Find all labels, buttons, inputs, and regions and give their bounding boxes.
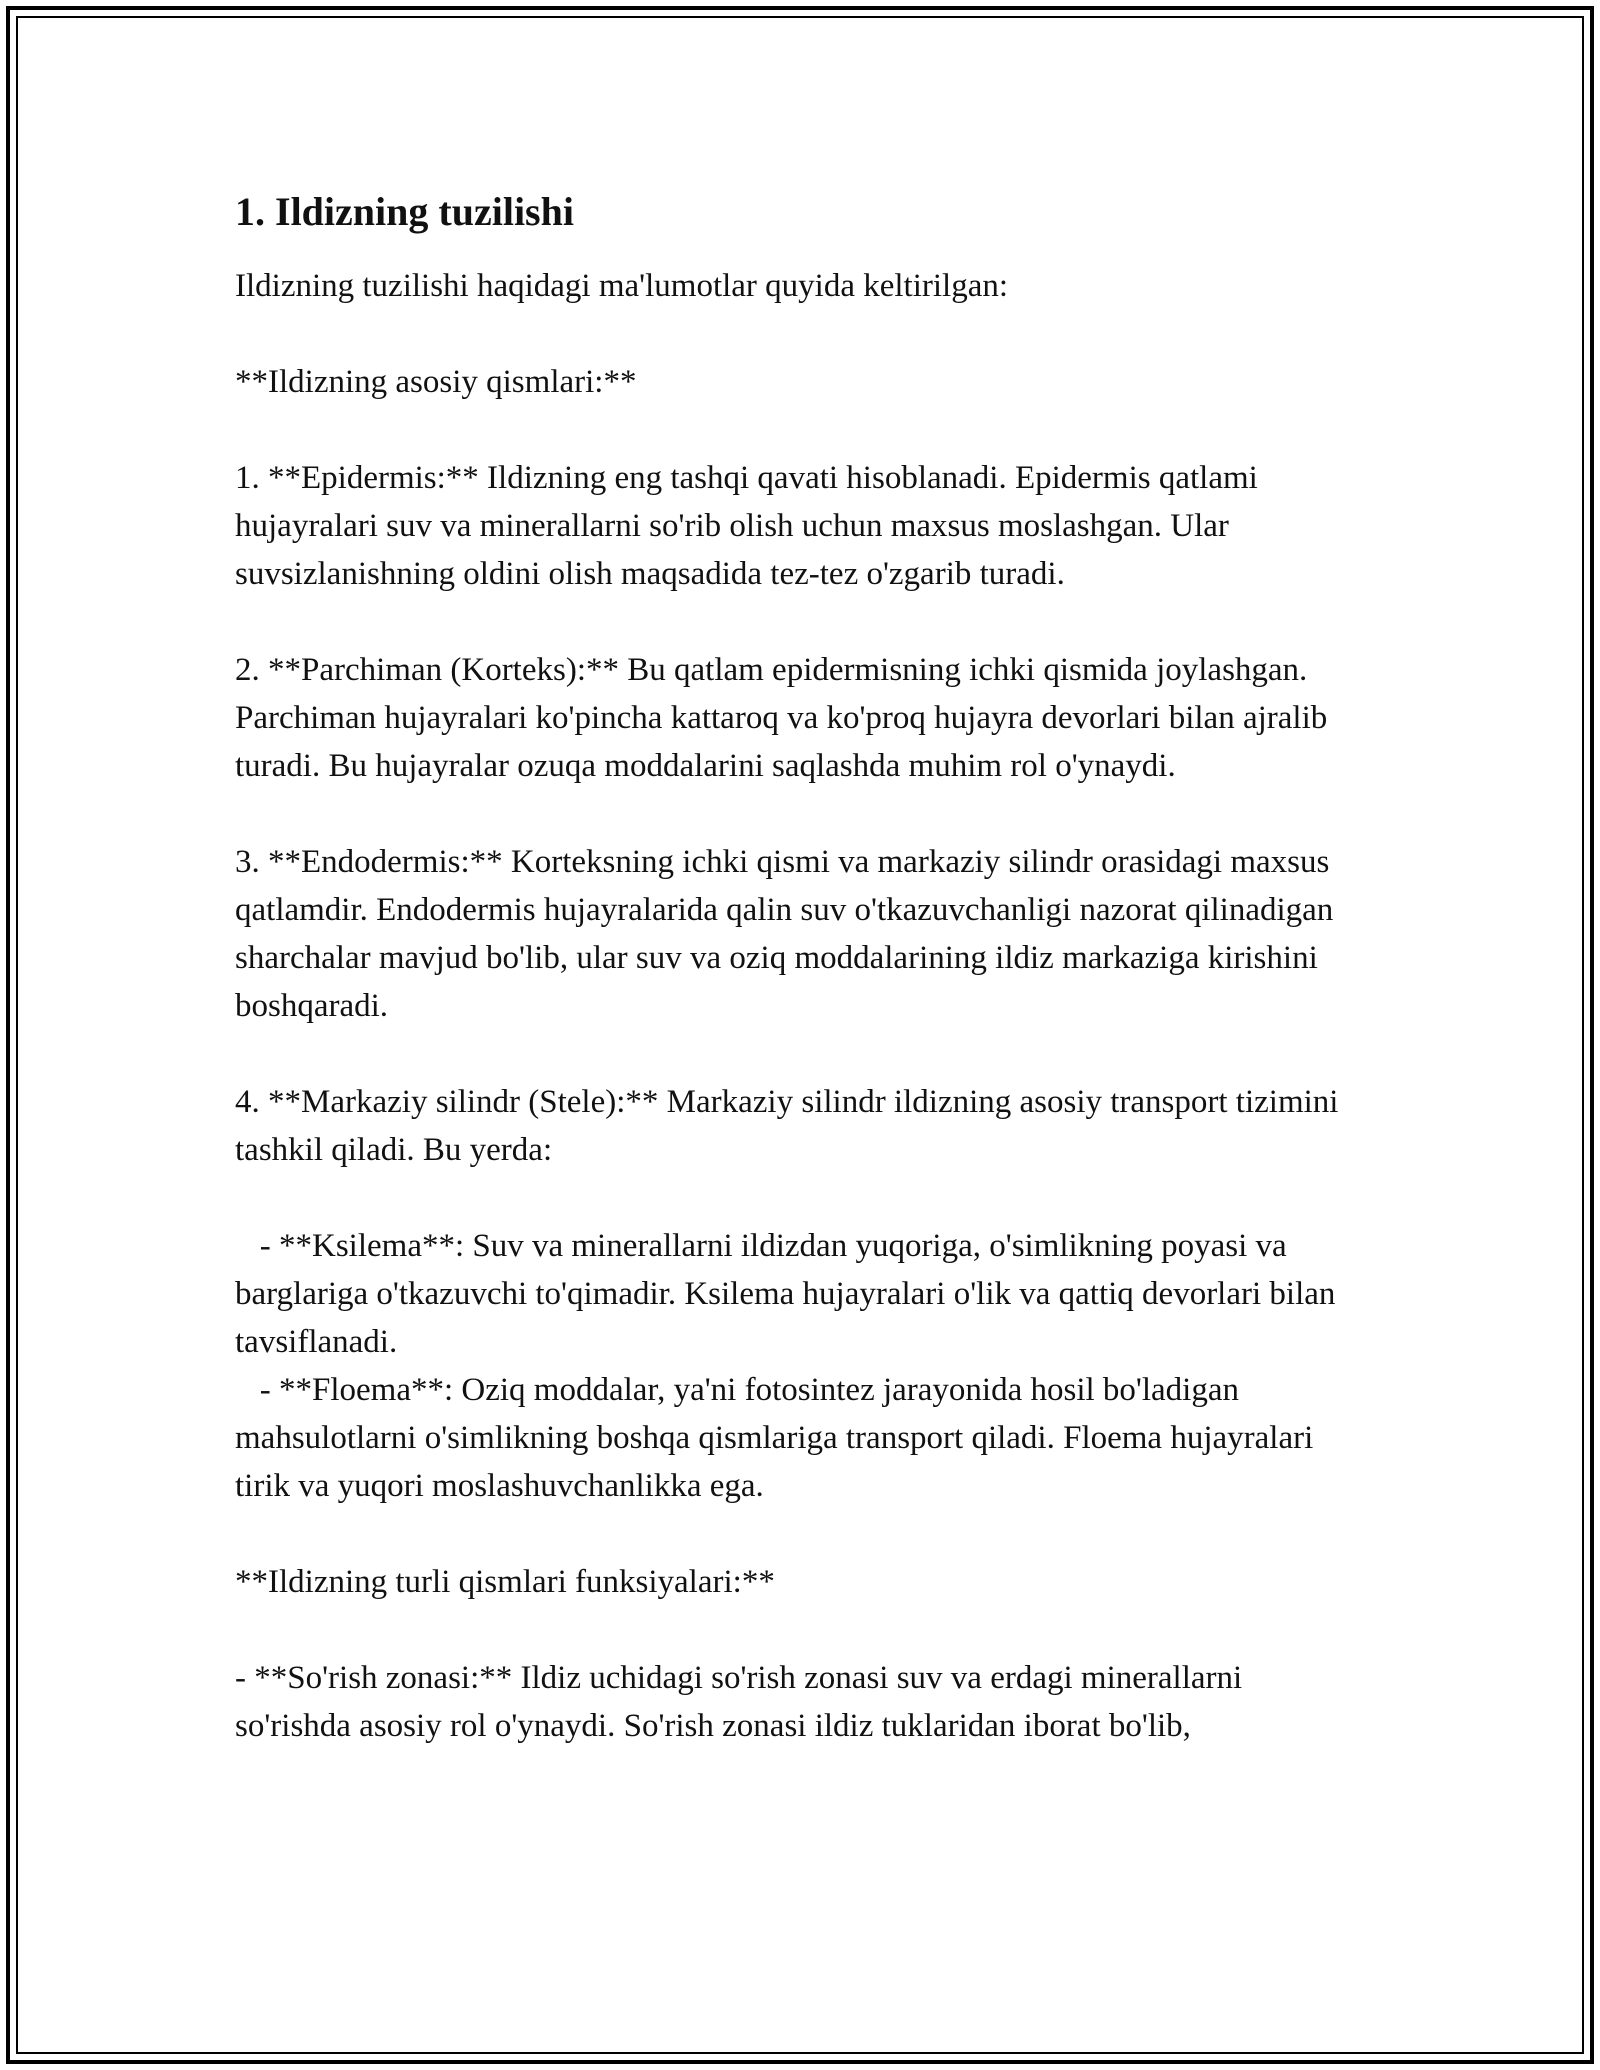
list-item-sorish-zonasi: - **So'rish zonasi:** Ildiz uchidagi so'rish zonasi suv va erdagi minerallarni so'rishda asosiy rol o'ynaydi. So'rish zonasi ildiz tuklaridan iborat bo'lib, [235, 1660, 1251, 1744]
list-item-parchiman: 2. **Parchiman (Korteks):** Bu qatlam epidermisning ichki qismida joylashgan. Parchiman hujayralari ko'pincha kattaroq va ko'proq hujayra devorlari bilan ajralib turadi. Bu hujayralar ozuqa moddalarini saqlashda muhim rol o'ynaydi. [235, 652, 1336, 784]
document-body [235, 180, 1365, 1750]
main-parts-title: **Ildizning asosiy qismlari:** [235, 364, 637, 400]
section-heading: 1. Ildizning tuzilishi [235, 189, 574, 234]
sub-item-ksilema: - **Ksilema**: Suv va minerallarni ildizdan yuqoriga, o'simlikning poyasi va barglariga o'tkazuvchi to'qimadir. Ksilema hujayralari o'lik va qattiq devorlari bilan tavsiflanadi. [235, 1228, 1344, 1360]
intro-paragraph: Ildizning tuzilishi haqidagi ma'lumotlar quyida keltirilgan: [235, 268, 1009, 304]
functions-title: **Ildizning turli qismlari funksiyalari:** [235, 1564, 775, 1600]
list-item-stele: 4. **Markaziy silindr (Stele):** Markaziy silindr ildizning asosiy transport tizimini tashkil qiladi. Bu yerda: [235, 1084, 1347, 1168]
list-item-endodermis: 3. **Endodermis:** Korteksning ichki qismi va markaziy silindr orasidagi maxsus qatlamdir. Endodermis hujayralarida qalin suv o'tkazuvchanligi nazorat qilinadigan sharchalar mavjud bo'lib, ular suv va oziq moddalarining ildiz markaziga kirishini boshqaradi. [235, 844, 1342, 1024]
sub-item-floema: - **Floema**: Oziq moddalar, ya'ni fotosintez jarayonida hosil bo'ladigan mahsulotlarni o'simlikning boshqa qismlariga transport qiladi. Floema hujayralari tirik va yuqori moslashuvchanlikka ega. [235, 1372, 1322, 1504]
list-item-epidermis: 1. **Epidermis:** Ildizning eng tashqi qavati hisoblanadi. Epidermis qatlami hujayralari suv va minerallarni so'rib olish uchun maxsus moslashgan. Ular suvsizlanishning oldini olish maqsadida tez-tez o'zgarib turadi. [235, 460, 1267, 592]
